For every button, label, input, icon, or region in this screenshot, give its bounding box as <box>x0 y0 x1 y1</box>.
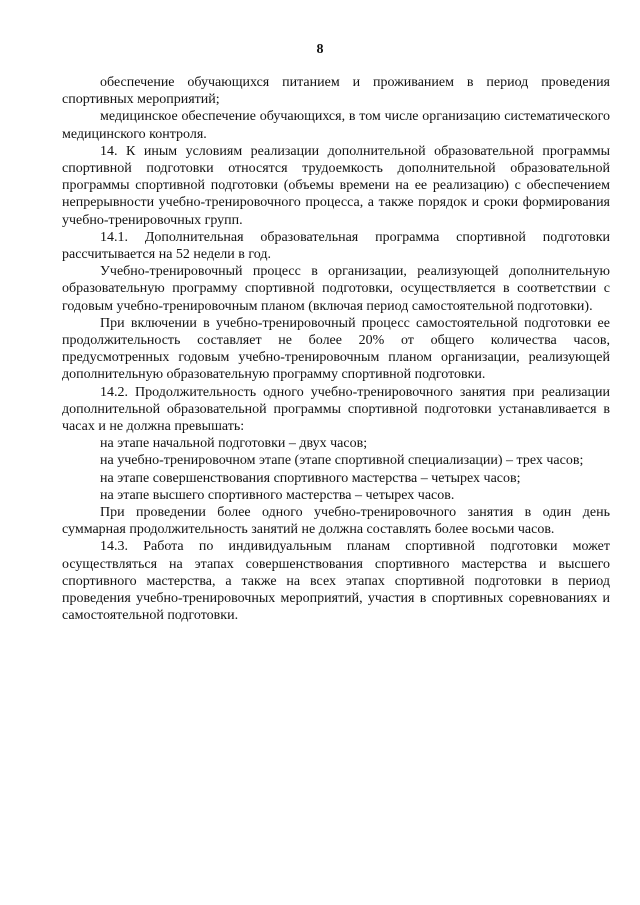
list-item-improvement-stage: на этапе совершенствования спортивного мастерства – четырех часов; <box>100 470 521 486</box>
paragraph-14-3: 14.3. Работа по индивидуальным планам спортивной подготовки может осуществляться на этапах совершенствования спортивного мастерства и высшего спортивного мастерства, а также на всех этапах спортивной подготовки в период проведения учебно-тренировочных мероприятий, участия в спортивных соревнованиях и самостоятельной подготовки. <box>62 539 610 624</box>
list-item-initial-stage: на этапе начальной подготовки – двух часов; <box>100 436 368 452</box>
list-item-training-stage: на учебно-тренировочном этапе (этапе спортивной специализации) – трех часов; <box>100 453 584 469</box>
list-item-higher-stage: на этапе высшего спортивного мастерства – четырех часов. <box>100 487 455 503</box>
paragraph-14-1: 14.1. Дополнительная образовательная программа спортивной подготовки рассчитывается на 52 недели в год. <box>62 229 610 263</box>
paragraph-14: 14. К иным условиям реализации дополнительной образовательной программы спортивной подготовки относятся трудоемкость дополнительной образовательной программы спортивной подготовки (объемы времени на ее реализацию) с обеспечением непрерывности учебно-тренировочного процесса, а также порядок и сроки формирования учебно-тренировочных групп. <box>62 143 610 228</box>
paragraph-medical: медицинское обеспечение обучающихся, в том числе организацию систематического медицинского контроля. <box>62 109 610 142</box>
paragraph-14-2: 14.2. Продолжительность одного учебно-тренировочного занятия при реализации дополнительной образовательной программы спортивной подготовки устанавливается в часах и не должна превышать: <box>62 384 610 435</box>
paragraph-nutrition: обеспечение обучающихся питанием и проживанием в период проведения спортивных мероприятий; <box>62 75 610 108</box>
paragraph-daily-limit: При проведении более одного учебно-тренировочного занятия в один день суммарная продолжительность занятий не должна составлять более восьми часов. <box>62 505 610 538</box>
paragraph-self-training: При включении в учебно-тренировочный процесс самостоятельной подготовки ее продолжительность составляет не более 20% от общего количества часов, предусмотренных годовым учебно-тренировочным планом организации, реализующей дополнительную образовательную программу спортивной подготовки. <box>62 315 610 383</box>
page-number: 8 <box>316 42 324 57</box>
paragraph-training-process: Учебно-тренировочный процесс в организации, реализующей дополнительную образовательную программу спортивной подготовки, осуществляется в соответствии с годовым учебно-тренировочным планом (включая период самостоятельной подготовки). <box>62 264 610 314</box>
document-body <box>62 74 610 625</box>
